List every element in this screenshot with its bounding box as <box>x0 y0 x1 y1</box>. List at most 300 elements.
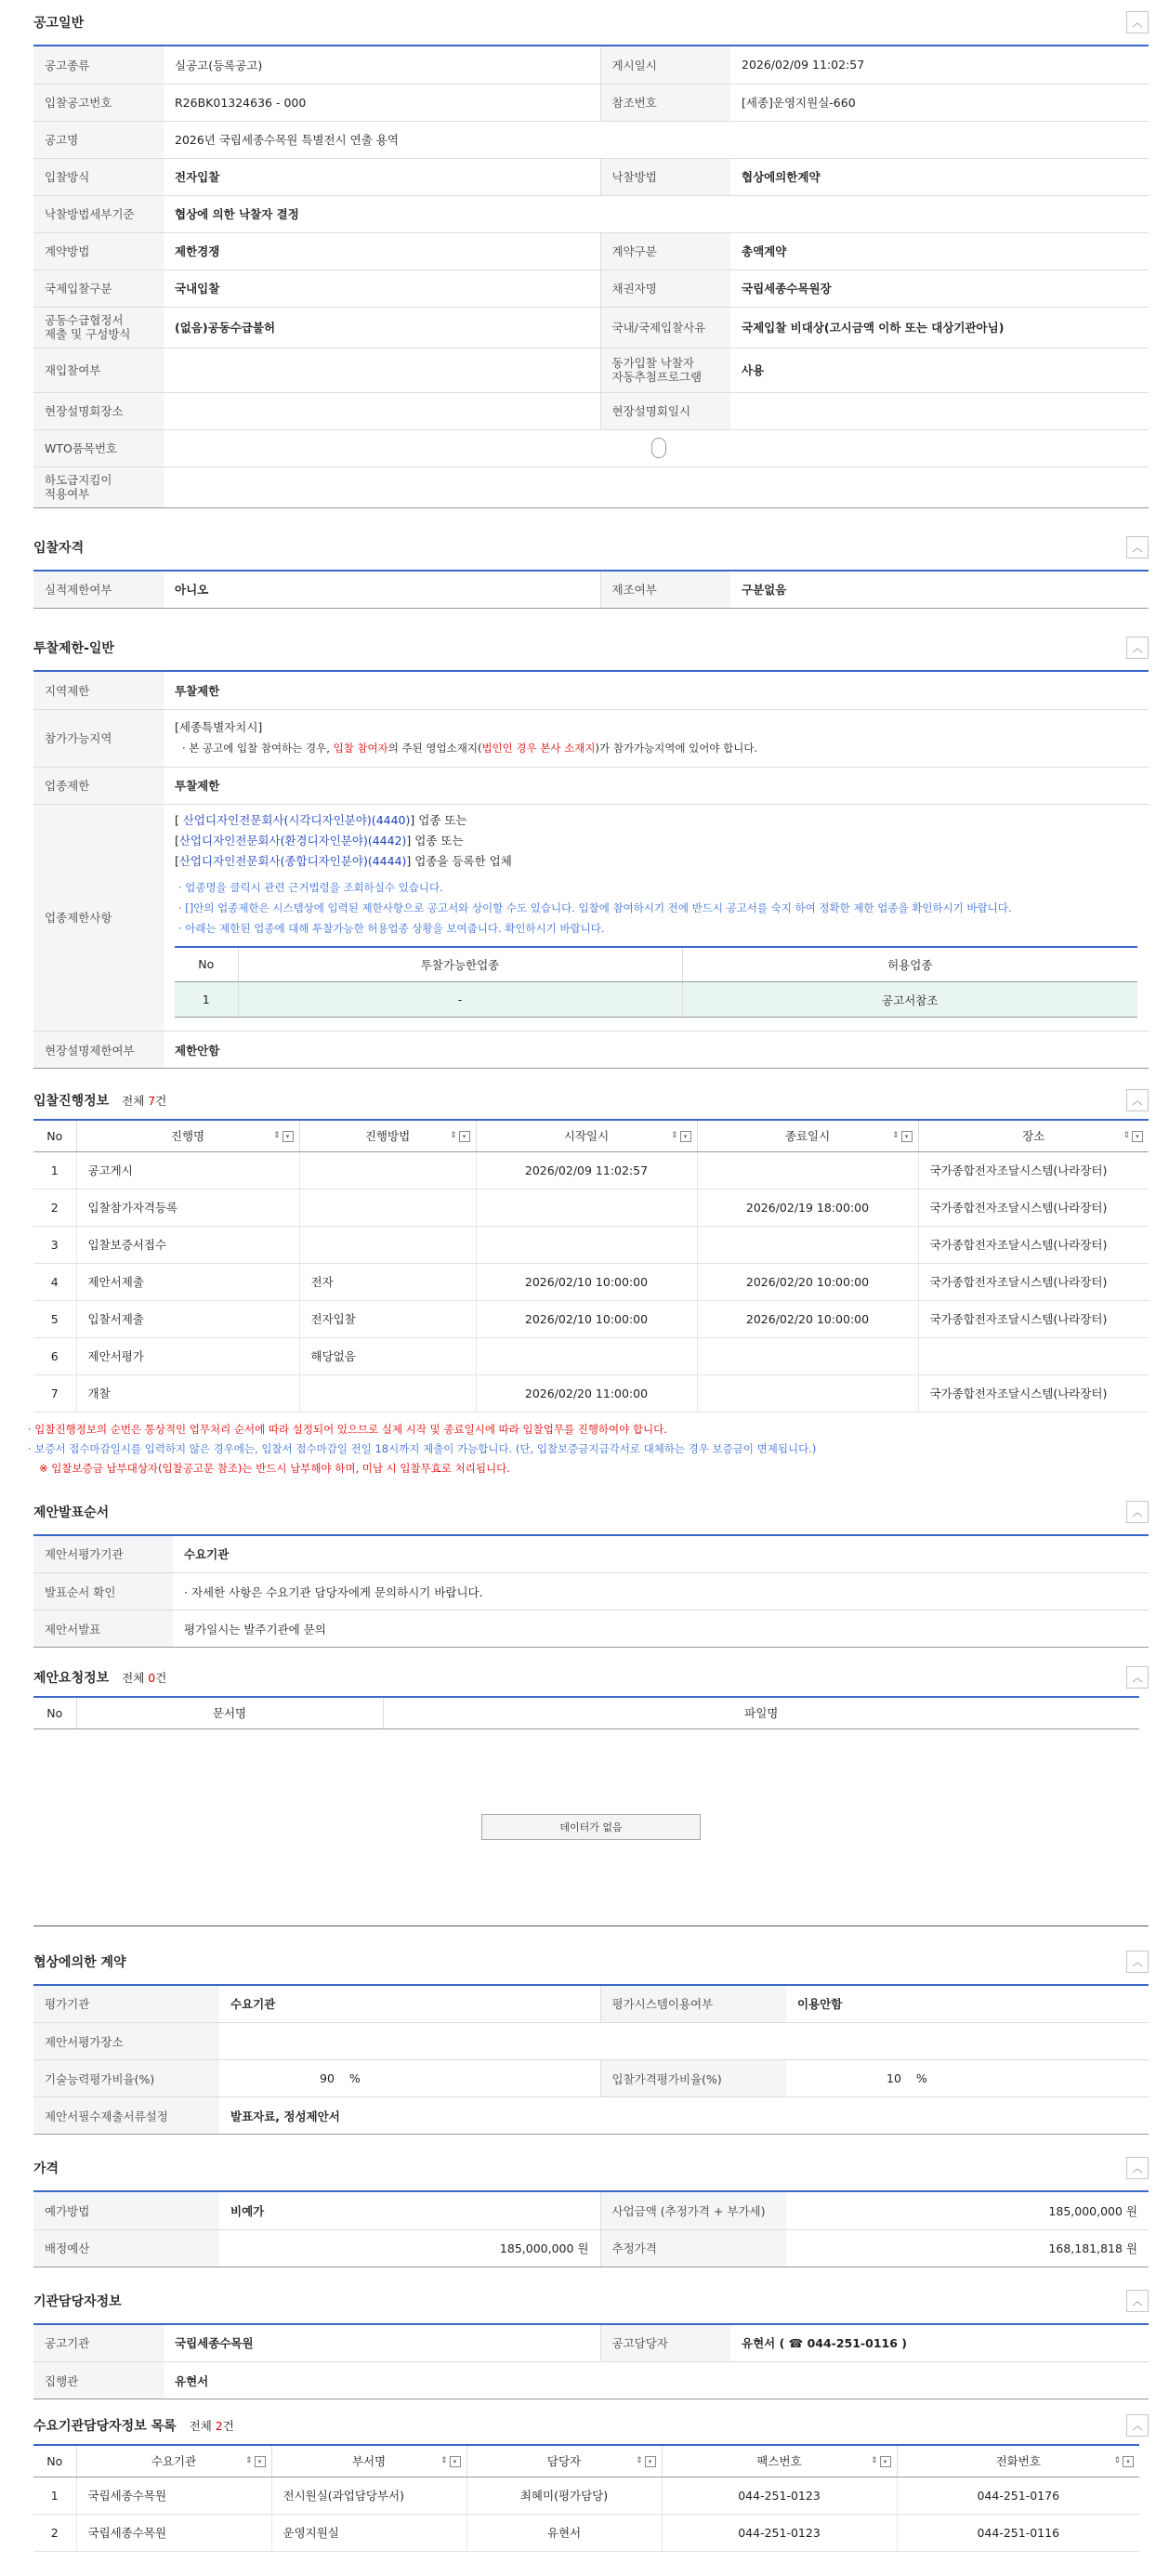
negotiation-table <box>33 1986 1149 2136</box>
value <box>164 467 1149 507</box>
header-label: 담당자 <box>546 2454 582 2469</box>
ratio-unit: % <box>915 2071 927 2085</box>
cell <box>299 1374 476 1412</box>
title-text: 수요기관담당자정보 목록 <box>33 2419 177 2434</box>
count-number: 7 <box>148 1094 156 1108</box>
value <box>730 392 1149 429</box>
cell: 2026/02/20 10:00:00 <box>697 1263 918 1300</box>
cell <box>697 1151 918 1189</box>
chevron-up-icon: ︿ <box>1132 541 1143 554</box>
notice-text: ※ 입찰보증금 납부대상자(입찰공고문 참조)는 반드시 납부해야 하며, 미납 시 입찰무효로 처리됩니다. <box>39 1461 510 1475</box>
sort-filter-icon[interactable]: ⇕ ▾ <box>671 1131 691 1142</box>
label: 국내/국제입찰사유 <box>600 307 730 348</box>
label-line: 동가입찰 낙찰자 <box>611 356 694 370</box>
cell: 7 <box>33 1374 76 1412</box>
label: 제안서필수제출서류설정 <box>33 2097 219 2135</box>
column-header[interactable] <box>299 1120 476 1151</box>
label: WTO품목번호 <box>33 429 164 467</box>
total-count <box>190 2419 234 2433</box>
industry-list <box>175 810 1137 872</box>
header-label: 진행방법 <box>364 1129 411 1144</box>
cell <box>697 1226 918 1263</box>
sort-filter-icon[interactable]: ⇕ ▾ <box>273 1131 294 1142</box>
cell: 2026/02/09 11:02:57 <box>476 1151 697 1189</box>
note-highlight: 법인인 경우 본사 소재지 <box>481 742 596 755</box>
label: 평가기관 <box>33 1986 219 2023</box>
value: 2026/02/09 11:02:57 <box>730 46 1149 84</box>
table-row[interactable] <box>33 1300 1149 1337</box>
value: 사용 <box>730 348 1149 392</box>
label <box>33 467 164 507</box>
section-title: 제안발표순서 <box>33 1505 110 1520</box>
cell: 국가종합전자조달시스템(나라장터) <box>918 1263 1149 1300</box>
label: 계약방법 <box>33 232 164 269</box>
section-title: 기관담당자정보 <box>33 2293 122 2309</box>
industry-detail <box>164 804 1149 1032</box>
section-header <box>33 1490 1149 1536</box>
label: 공고담당자 <box>600 2325 730 2362</box>
note-text: )가 참가가능지역에 있어야 합니다. <box>595 742 758 755</box>
column-header[interactable] <box>697 1120 918 1151</box>
section-title <box>33 2416 234 2435</box>
cell: 입찰서제출 <box>76 1300 299 1337</box>
section-title: 공고일반 <box>33 16 85 31</box>
value: 비예가 <box>219 2192 600 2229</box>
qualification-table <box>33 572 1149 610</box>
progress-table <box>33 1119 1149 1413</box>
sort-filter-icon[interactable]: ⇕ ▾ <box>892 1131 913 1142</box>
section-title: 협상에의한 계약 <box>33 1954 126 1970</box>
value: 실공고(등록공고) <box>164 46 600 84</box>
table-row[interactable] <box>33 1226 1149 1263</box>
cell: 044-251-0123 <box>662 2477 897 2514</box>
collapse-toggle-button[interactable] <box>1126 1951 1149 1973</box>
collapse-toggle-button[interactable] <box>1126 11 1149 33</box>
value: 투찰제한 <box>164 767 1149 804</box>
area-value <box>164 709 1149 767</box>
cell: 4 <box>33 1263 76 1300</box>
bracket: [ <box>175 812 183 827</box>
table-row[interactable] <box>33 1337 1149 1374</box>
label: 현장설명제한여부 <box>33 1032 164 1069</box>
chevron-up-icon: ︿ <box>1132 17 1143 29</box>
header-label: 종료일시 <box>784 1129 831 1144</box>
chevron-up-icon: ︿ <box>1132 1955 1143 1968</box>
cell: 국가종합전자조달시스템(나라장터) <box>918 1374 1149 1412</box>
cell: 입찰보증서접수 <box>76 1226 299 1263</box>
cell <box>697 1374 918 1412</box>
table-row <box>175 982 1137 1018</box>
cell: 2026/02/20 10:00:00 <box>697 1300 918 1337</box>
ratio-unit: % <box>348 2071 361 2085</box>
label: 게시일시 <box>600 46 730 84</box>
value: 평가일시는 발주기관에 문의 <box>173 1610 1149 1648</box>
sort-filter-icon[interactable]: ⇕ ▾ <box>636 2456 656 2467</box>
cell: 2026/02/19 18:00:00 <box>697 1189 918 1226</box>
section-title <box>33 1668 166 1687</box>
value: 협상에 의한 낙찰자 결정 <box>164 195 1149 232</box>
industry-notes <box>175 877 1137 939</box>
value: 168,181,818 원 <box>786 2229 1149 2267</box>
total-label: 전체 <box>122 1671 145 1685</box>
section-progress <box>28 1082 1149 1479</box>
empty-grid-area <box>33 1729 1149 1926</box>
cell: 유현서 <box>466 2514 662 2551</box>
cell: 3 <box>33 1226 76 1263</box>
value: 이용안함 <box>786 1986 1149 2023</box>
value: (없음)공동수급불허 <box>164 307 600 348</box>
label: 사업금액 (추정가격 + 부가세) <box>600 2192 786 2229</box>
cell <box>476 1337 697 1374</box>
column-header: 투찰가능한업종 <box>238 947 682 982</box>
notice-text: · 입찰진행정보의 순번은 통상적인 업무처리 순서에 따라 설정되어 있으므로 실제 시작 및 종료일시에 따라 입찰업무를 진행하여야 합니다. <box>28 1422 667 1436</box>
count-unit: 건 <box>155 1671 167 1685</box>
value: [세종]운영지원실-660 <box>730 84 1149 121</box>
note-text: 의 주된 영업소재지( <box>387 742 482 755</box>
header-label: 전화번호 <box>995 2454 1041 2469</box>
label: 낙찰방법 <box>600 158 730 195</box>
section-price <box>33 2146 1149 2267</box>
sort-filter-icon[interactable]: ⇕ ▾ <box>450 1131 470 1142</box>
presentation-table <box>33 1536 1149 1649</box>
cell: - <box>238 982 682 1018</box>
cell: 1 <box>175 982 238 1018</box>
value: 유현서 ( ☎ 044-251-0116 ) <box>730 2325 1149 2362</box>
section-title: 투찰제한-일반 <box>33 641 114 656</box>
cell <box>697 1337 918 1374</box>
total-label: 전체 <box>189 2419 212 2433</box>
area-note <box>175 738 1137 758</box>
cell: 국가종합전자조달시스템(나라장터) <box>918 1189 1149 1226</box>
ratio-value: 90 <box>320 2071 335 2085</box>
table-row[interactable] <box>33 1374 1149 1412</box>
section-title: 입찰자격 <box>33 540 85 556</box>
cell: 공고서참조 <box>682 982 1137 1018</box>
label: 배정예산 <box>33 2229 219 2267</box>
note-item: · 아래는 제한된 업종에 대해 투찰가능한 허용업종 상황을 보여줍니다. 확인하시기 바랍니다. <box>178 921 605 935</box>
chevron-up-icon: ︿ <box>1132 1505 1143 1518</box>
count-number: 2 <box>215 2419 223 2433</box>
section-header <box>33 2146 1149 2192</box>
value: R26BK01324636 - 000 <box>164 84 600 121</box>
table-row[interactable] <box>33 2477 1139 2514</box>
label-line: 공동수급협정서 <box>45 313 124 327</box>
cell: 2 <box>33 2514 76 2551</box>
collapse-toggle-button[interactable] <box>1126 637 1149 659</box>
label-line: 하도급지킴이 <box>45 473 112 487</box>
value <box>164 348 600 392</box>
column-header[interactable] <box>76 1120 299 1151</box>
value <box>219 2060 600 2097</box>
bracket: ] 업종을 등록한 업체 <box>406 853 512 868</box>
value <box>786 2060 1149 2097</box>
column-header[interactable] <box>271 2445 466 2477</box>
section-header <box>33 2279 1149 2325</box>
label: 현장설명회일시 <box>600 392 730 429</box>
cell: 개찰 <box>76 1374 299 1412</box>
cell: 044-251-0116 <box>897 2514 1139 2551</box>
count-unit: 건 <box>155 1094 167 1108</box>
note-item: · []안의 업종제한은 시스템상에 입력된 제한사항으로 공고서와 상이할 수도 있습니다. 입찰에 참여하시기 전에 반드시 공고서를 숙지 하여 정확한 제한 업종을 확인하시기 바랍니다. <box>178 900 1012 914</box>
label: 낙찰방법세부기준 <box>33 195 164 232</box>
collapse-toggle-button[interactable] <box>1126 2157 1149 2179</box>
total-label: 전체 <box>122 1094 145 1108</box>
sort-filter-icon[interactable]: ⇕ ▾ <box>871 2456 891 2467</box>
section-presentation <box>33 1490 1149 1649</box>
value: 국내입찰 <box>164 269 600 307</box>
header-label: 진행명 <box>170 1129 205 1144</box>
label: 입찰공고번호 <box>33 84 164 121</box>
cell: 044-251-0123 <box>662 2514 897 2551</box>
label: 기술능력평가비율(%) <box>33 2060 219 2097</box>
chevron-up-icon: ︿ <box>1132 1672 1143 1684</box>
column-header-no: No <box>33 1120 76 1151</box>
column-header-no: No <box>33 2445 76 2477</box>
header-label: 장소 <box>1022 1129 1045 1144</box>
column-header[interactable] <box>476 1120 697 1151</box>
manager-table <box>33 2325 1149 2400</box>
cell: 최혜미(평가담당) <box>466 2477 662 2514</box>
table-row[interactable] <box>33 2514 1139 2551</box>
note-text: · 본 공고에 입찰 참여하는 경우, <box>182 742 334 755</box>
value: 전자입찰 <box>164 158 600 195</box>
value: 185,000,000 원 <box>786 2192 1149 2229</box>
cell: 입찰참가자격등록 <box>76 1189 299 1226</box>
value: 유현서 <box>164 2362 1149 2399</box>
sort-filter-icon[interactable]: ⇕ ▾ <box>440 2456 461 2467</box>
cell: 전시원실(과업담당부서) <box>271 2477 466 2514</box>
industry-link[interactable]: 산업디자인전문회사(종합디자인분야)(4444) <box>178 853 407 868</box>
table-row[interactable] <box>33 1189 1149 1226</box>
column-header: 허용업종 <box>682 947 1137 982</box>
label: 업종제한 <box>33 767 164 804</box>
cell: 1 <box>33 2477 76 2514</box>
section-header <box>33 525 1149 572</box>
label: 현장설명회장소 <box>33 392 164 429</box>
collapse-toggle-button[interactable] <box>1126 536 1149 559</box>
value: 185,000,000 원 <box>219 2229 600 2267</box>
section-header <box>33 1082 1149 1119</box>
collapse-toggle-button[interactable] <box>1126 2414 1149 2437</box>
header-label: 수요기관 <box>151 2454 197 2469</box>
bracket: [ <box>175 853 179 868</box>
value: 국제입찰 비대상(고시금액 이하 또는 대상기관아님) <box>730 307 1149 348</box>
value: 국립세종수목원장 <box>730 269 1149 307</box>
cell: 6 <box>33 1337 76 1374</box>
request-table <box>33 1696 1139 1729</box>
label: 발표순서 확인 <box>33 1573 173 1610</box>
cell: 1 <box>33 1151 76 1189</box>
column-header[interactable] <box>662 2445 897 2477</box>
note-item: · 업종명을 클릭시 관련 근거법령을 조회하실수 있습니다. <box>178 880 443 894</box>
value <box>164 429 1149 467</box>
label: 제안서평가장소 <box>33 2023 219 2060</box>
column-header[interactable] <box>76 2445 271 2477</box>
collapse-toggle-button[interactable] <box>1126 1501 1149 1523</box>
label: 공고명 <box>33 121 164 158</box>
label: 입찰방식 <box>33 158 164 195</box>
column-header: 문서명 <box>76 1697 383 1728</box>
cell <box>918 1337 1149 1374</box>
title-text: 입찰진행정보 <box>33 1094 110 1109</box>
cell <box>299 1189 476 1226</box>
collapse-toggle-button[interactable] <box>1126 1666 1149 1689</box>
column-header[interactable] <box>897 2445 1139 2477</box>
table-row[interactable] <box>33 1151 1149 1189</box>
header-label: 시작일시 <box>563 1129 610 1144</box>
price-table <box>33 2192 1149 2267</box>
sort-filter-icon[interactable]: ⇕ ▾ <box>1113 2456 1134 2467</box>
cell <box>299 1226 476 1263</box>
cell <box>476 1189 697 1226</box>
section-negotiation <box>33 1939 1149 2136</box>
cell: 국가종합전자조달시스템(나라장터) <box>918 1226 1149 1263</box>
label: 제안서평가기관 <box>33 1536 173 1573</box>
value: 총액계약 <box>730 232 1149 269</box>
cell: 044-251-0176 <box>897 2477 1139 2514</box>
bracket: [ <box>175 833 179 848</box>
cell: 국립세종수목원 <box>76 2514 271 2551</box>
section-request <box>33 1659 1149 1926</box>
industry-line <box>175 831 1137 851</box>
note-highlight: 입찰 참여자 <box>333 742 388 755</box>
section-header <box>33 1659 1149 1696</box>
count-unit: 건 <box>222 2419 234 2433</box>
value: 아니오 <box>164 572 600 609</box>
no-data-message: 데이터가 없음 <box>481 1814 701 1840</box>
value <box>164 392 600 429</box>
label-line: 제출 및 구성방식 <box>45 327 131 341</box>
section-title <box>33 1091 166 1110</box>
industry-line <box>175 851 1137 872</box>
cell: 국가종합전자조달시스템(나라장터) <box>918 1151 1149 1189</box>
total-count <box>122 1671 166 1685</box>
section-contacts <box>33 2407 1149 2552</box>
label: 집행관 <box>33 2362 164 2399</box>
industry-line <box>175 810 1137 831</box>
table-row[interactable] <box>33 1263 1149 1300</box>
value: 투찰제한 <box>164 672 1149 709</box>
section-restriction <box>33 625 1149 1069</box>
cell: 제안서제출 <box>76 1263 299 1300</box>
section-title: 가격 <box>33 2162 59 2176</box>
value: 국립세종수목원 <box>164 2325 600 2362</box>
value: 제한안함 <box>164 1032 1149 1069</box>
label: 제안서발표 <box>33 1610 173 1648</box>
value <box>219 2023 1149 2060</box>
sort-filter-icon[interactable]: ⇕ ▾ <box>1123 1131 1143 1142</box>
section-manager <box>33 2279 1149 2400</box>
section-header <box>33 1939 1149 1986</box>
restriction-table <box>33 672 1149 1069</box>
collapse-toggle-button[interactable] <box>1126 2290 1149 2312</box>
section-header <box>33 0 1149 46</box>
label: 재입찰여부 <box>33 348 164 392</box>
industry-link[interactable]: 산업디자인전문회사(시각디자인분야)(4440) <box>182 812 411 827</box>
general-table <box>33 46 1149 508</box>
cell: 운영지원실 <box>271 2514 466 2551</box>
label: 국제입찰구분 <box>33 269 164 307</box>
label: 공고종류 <box>33 46 164 84</box>
value: · 자세한 사항은 수요기관 담당자에게 문의하시기 바랍니다. <box>173 1573 1149 1610</box>
total-count <box>122 1094 166 1108</box>
cell: 국가종합전자조달시스템(나라장터) <box>918 1300 1149 1337</box>
label: 계약구분 <box>600 232 730 269</box>
industry-link[interactable]: 산업디자인전문회사(환경디자인분야)(4442) <box>178 833 407 848</box>
section-header <box>33 625 1149 672</box>
column-header: 파일명 <box>383 1697 1139 1728</box>
label <box>600 348 730 392</box>
label: 지역제한 <box>33 672 164 709</box>
chevron-up-icon: ︿ <box>1132 2420 1143 2432</box>
cell: 국립세종수목원 <box>76 2477 271 2514</box>
column-header[interactable] <box>918 1120 1149 1151</box>
collapse-toggle-button[interactable] <box>1126 1089 1149 1111</box>
column-header[interactable] <box>466 2445 662 2477</box>
cell: 2026/02/20 11:00:00 <box>476 1374 697 1412</box>
notice-text: · 보증서 접수마감일시를 입력하지 않은 경우에는, 입찰서 접수마감일 전일 18시까지 제출이 가능합니다. (단, 입찰보증금지급각서로 대체하는 경우 보증금이 면제됩니다.) <box>28 1441 817 1455</box>
label: 평가시스템이용여부 <box>600 1986 786 2023</box>
header-label: 부서명 <box>351 2454 387 2469</box>
cell <box>476 1226 697 1263</box>
value: 협상에의한계약 <box>730 158 1149 195</box>
label-line: 적용여부 <box>45 487 90 501</box>
label: 추정가격 <box>600 2229 786 2267</box>
mouse-cursor-icon <box>651 438 666 458</box>
section-header <box>33 2407 1149 2444</box>
chevron-up-icon: ︿ <box>1132 2162 1143 2175</box>
label: 참가가능지역 <box>33 709 164 767</box>
label: 제조여부 <box>600 572 730 609</box>
chevron-up-icon: ︿ <box>1132 2294 1143 2307</box>
label: 입찰가격평가비율(%) <box>600 2060 786 2097</box>
label: 예가방법 <box>33 2192 219 2229</box>
progress-notes <box>28 1420 1149 1479</box>
label: 실적제한여부 <box>33 572 164 609</box>
value: 제한경쟁 <box>164 232 600 269</box>
cell: 해당없음 <box>299 1337 476 1374</box>
chevron-up-icon: ︿ <box>1132 1095 1143 1107</box>
section-general <box>33 0 1149 508</box>
header-label: 팩스번호 <box>756 2454 802 2469</box>
cell: 2026/02/10 10:00:00 <box>476 1263 697 1300</box>
label: 업종제한사항 <box>33 804 164 1032</box>
column-header: No <box>33 1697 76 1728</box>
ratio-value: 10 <box>887 2071 901 2085</box>
cell: 제안서평가 <box>76 1337 299 1374</box>
cell: 2 <box>33 1189 76 1226</box>
cell <box>299 1151 476 1189</box>
cell: 2026/02/10 10:00:00 <box>476 1300 697 1337</box>
notice-name: 2026년 국립세종수목원 특별전시 연출 용역 <box>164 121 1149 158</box>
cell: 5 <box>33 1300 76 1337</box>
count-number: 0 <box>148 1671 156 1685</box>
label: 참조번호 <box>600 84 730 121</box>
bracket: ] 업종 또는 <box>406 833 464 848</box>
value: 발표자료, 정성제안서 <box>219 2097 1149 2135</box>
value: 구분없음 <box>730 572 1149 609</box>
title-text: 제안요청정보 <box>33 1671 110 1686</box>
bracket: ] 업종 또는 <box>410 812 467 827</box>
sort-filter-icon[interactable]: ⇕ ▾ <box>245 2456 266 2467</box>
page-content <box>28 0 1149 2552</box>
value: 수요기관 <box>219 1986 600 2023</box>
label: 채권자명 <box>600 269 730 307</box>
label: 공고기관 <box>33 2325 164 2362</box>
contacts-table <box>33 2444 1139 2552</box>
column-header: No <box>175 947 238 982</box>
value: 수요기관 <box>173 1536 1149 1573</box>
